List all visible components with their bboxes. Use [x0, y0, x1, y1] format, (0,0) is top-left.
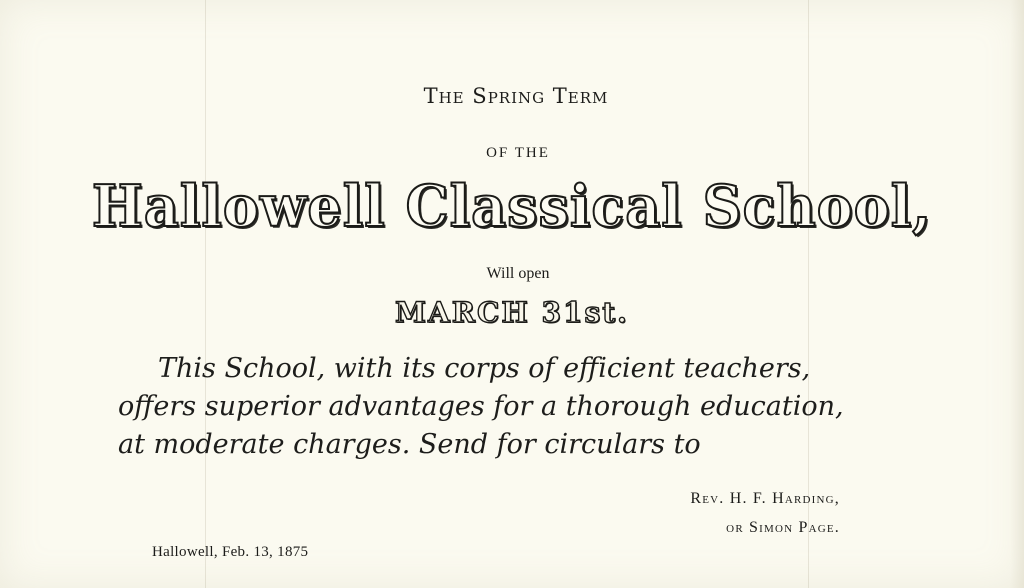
body-line: at moderate charges. Send for circulars to	[118, 429, 701, 460]
opening-date: MARCH 31st.	[395, 296, 629, 329]
will-open-text: Will open	[486, 265, 550, 282]
notice-body	[118, 350, 908, 464]
of-the-text: OF THE	[486, 145, 550, 161]
notice-heading: The Spring Term	[423, 84, 609, 108]
school-name: Hallowell Classical School,	[91, 172, 933, 240]
signer-page: or Simon Page.	[726, 519, 840, 536]
signers-block	[690, 484, 840, 542]
body-line: This School, with its corps of efficient teachers,	[158, 353, 811, 384]
dateline: Hallowell, Feb. 13, 1875	[152, 544, 309, 560]
body-line: offers superior advantages for a thorough education,	[118, 391, 844, 422]
signer-harding: Rev. H. F. Harding,	[690, 490, 840, 507]
